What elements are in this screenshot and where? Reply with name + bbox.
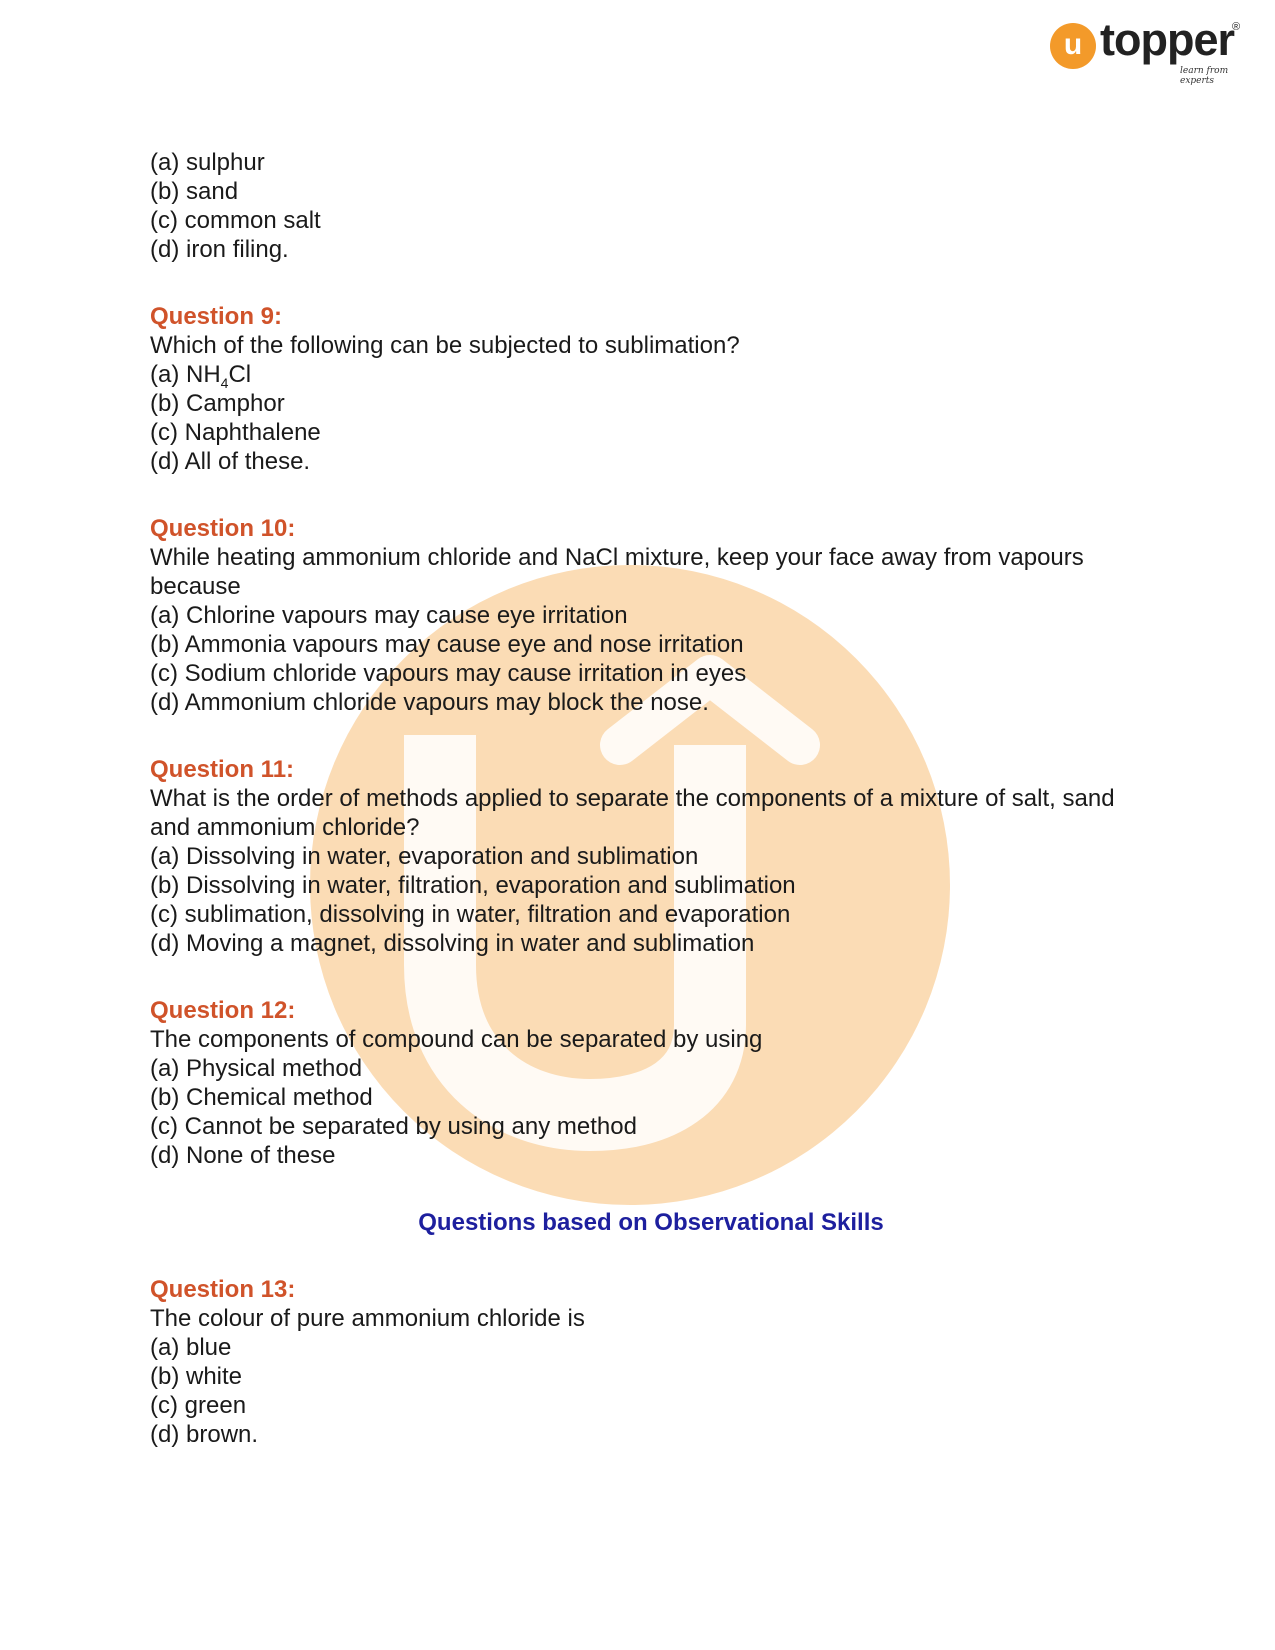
option: (c) Cannot be separated by using any method xyxy=(150,1113,637,1140)
option: (b) Camphor xyxy=(150,390,285,417)
question-10 xyxy=(150,514,1140,717)
option: (d) Moving a magnet, dissolving in water and sublimation xyxy=(150,930,755,957)
option: (b) sand xyxy=(150,178,239,205)
question-text: The components of compound can be separated by using xyxy=(150,1026,763,1053)
question-text: What is the order of methods applied to separate the components of a mixture of salt, sand and ammonium chloride? xyxy=(150,785,1115,841)
option: (c) sublimation, dissolving in water, filtration and evaporation xyxy=(150,901,791,928)
option: (a) $NH_4Cl$ xyxy=(150,361,252,391)
question-13 xyxy=(150,1275,1140,1449)
question-text: The colour of pure ammonium chloride is xyxy=(150,1305,585,1332)
option: (a) Chlorine vapours may cause eye irritation xyxy=(150,602,628,629)
logo-tagline: learn from experts xyxy=(1180,66,1229,86)
option: (a) blue xyxy=(150,1334,232,1361)
logo-mark-icon: u xyxy=(1050,23,1096,69)
option: (d) Ammonium chloride vapours may block the nose. xyxy=(150,689,709,716)
question-12 xyxy=(150,996,1140,1170)
option: (a) sulphur xyxy=(150,149,265,176)
option: (c) Sodium chloride vapours may cause irritation in eyes xyxy=(150,660,747,687)
option: (a) Physical method xyxy=(150,1055,363,1082)
option: (d) iron filing. xyxy=(150,236,289,263)
question-title: Question 9: xyxy=(150,303,283,330)
option: (b) Chemical method xyxy=(150,1084,373,1111)
question-title: Question 12: xyxy=(150,997,296,1024)
option: (c) green xyxy=(150,1392,247,1419)
section-title: Questions based on Observational Skills xyxy=(418,1209,884,1236)
option: (d) None of these xyxy=(150,1142,336,1169)
logo-brand: topper xyxy=(1100,14,1234,65)
topper-logo xyxy=(1050,14,1255,86)
option: (a) Dissolving in water, evaporation and sublimation xyxy=(150,843,699,870)
option: (c) common salt xyxy=(150,207,321,234)
question-title: Question 10: xyxy=(150,515,296,542)
option: (d) brown. xyxy=(150,1421,259,1448)
option: (b) white xyxy=(150,1363,243,1390)
document-body xyxy=(150,148,1140,1449)
option: (b) Ammonia vapours may cause eye and nose irritation xyxy=(150,631,744,658)
option: (c) Naphthalene xyxy=(150,419,321,446)
option: (d) All of these. xyxy=(150,448,311,475)
question-text: While heating ammonium chloride and NaCl mixture, keep your face away from vapours because xyxy=(150,544,1084,600)
question-title: Question 13: xyxy=(150,1276,296,1303)
question-title: Question 11: xyxy=(150,756,295,783)
registered-mark: ® xyxy=(1232,21,1241,33)
option: (b) Dissolving in water, filtration, evaporation and sublimation xyxy=(150,872,796,899)
question-11 xyxy=(150,755,1140,958)
question-9 xyxy=(150,302,1140,476)
intro-options xyxy=(150,148,1140,264)
question-text: Which of the following can be subjected to sublimation? xyxy=(150,332,740,359)
